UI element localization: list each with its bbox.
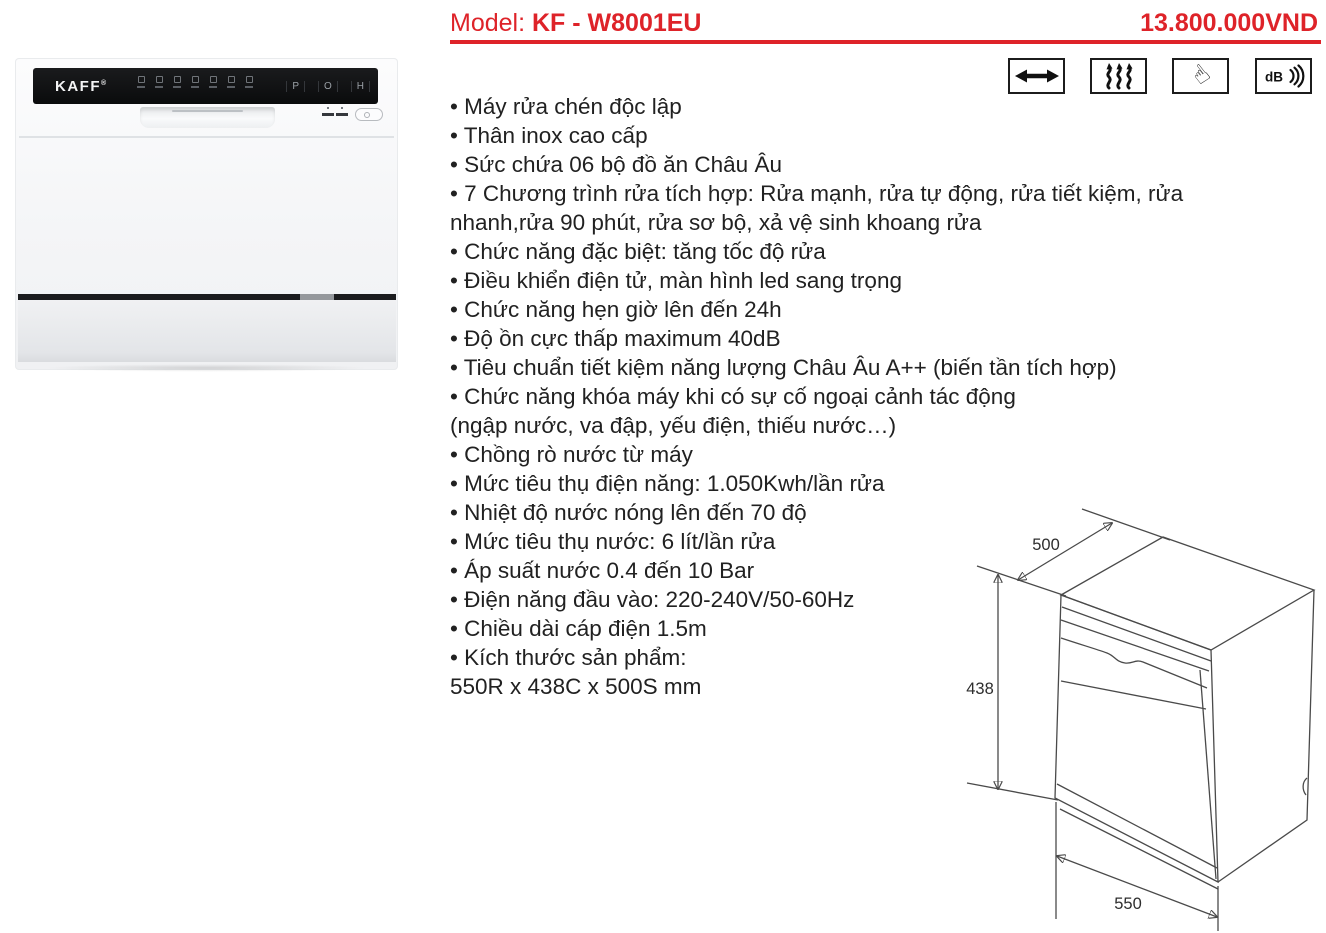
diagram-foot-notch — [1303, 778, 1307, 795]
model-title — [450, 9, 701, 38]
diagram-side-face — [1218, 590, 1314, 882]
model-label: Model: — [450, 9, 526, 37]
price: 13.800.000VND — [1140, 9, 1318, 37]
spec-line: • Chiều dài cáp điện 1.5m — [450, 616, 707, 641]
door-handle — [140, 107, 275, 128]
dimension-diagram — [930, 490, 1326, 933]
spec-line: • 7 Chương trình rửa tích hợp: Rửa mạnh, rửa tự động, rửa tiết kiệm, rửa — [450, 181, 1184, 206]
door-seam — [19, 136, 394, 138]
indicator-dash — [322, 113, 334, 116]
height-label: 438 — [966, 680, 994, 698]
program-icon — [155, 76, 163, 88]
spec-line: • Thân inox cao cấp — [450, 123, 648, 148]
spec-line: • Áp suất nước 0.4 đến 10 Bar — [450, 558, 755, 583]
brand-logo: KAFF® — [55, 78, 107, 95]
program-icon — [245, 76, 253, 88]
program-icon — [137, 76, 145, 88]
diagram-lid-line — [1062, 607, 1211, 661]
spec-line: • Máy rửa chén độc lập — [450, 94, 682, 119]
diagram-kick-line — [1057, 784, 1217, 868]
spec-line: • Sức chứa 06 bộ đồ ăn Châu Âu — [450, 152, 782, 177]
double-arrow-glyph — [1014, 65, 1060, 87]
touch-control-icon — [1172, 58, 1229, 94]
model-value: KF - W8001EU — [532, 9, 702, 37]
spec-line: • Tiêu chuẩn tiết kiệm năng lượng Châu Âu A++ (biến tần tích hợp) — [450, 355, 1117, 380]
pointing-hand-glyph: ☝ — [1185, 58, 1216, 91]
extension-line — [977, 566, 1066, 596]
extension-line — [1082, 509, 1170, 540]
spec-line: • Chức năng khóa máy khi có sự cố ngoại cảnh tác động — [450, 384, 1016, 409]
width-double-arrow-icon — [1008, 58, 1065, 94]
steam-heat-icon — [1090, 58, 1147, 94]
spec-line: • Điều khiển điện tử, màn hình led sang trọng — [450, 268, 902, 293]
spec-line: nhanh,rửa 90 phút, rửa sơ bộ, xả vệ sinh khoang rửa — [450, 210, 982, 235]
decibel-label: dB — [1264, 69, 1283, 85]
unit-shadow — [43, 364, 370, 372]
spec-line: (ngập nước, va đập, yếu điện, thiếu nước…) — [450, 413, 897, 438]
spec-line: • Mức tiêu thụ nước: 6 lít/lần rửa — [450, 529, 776, 554]
indicator-dash — [336, 113, 348, 116]
spec-line: • Chức năng đặc biệt: tăng tốc độ rửa — [450, 239, 826, 264]
panel-buttons — [286, 68, 370, 104]
indicator-dot — [341, 107, 343, 109]
spec-line: • Chồng rò nước từ máy — [450, 442, 693, 467]
program-icon — [227, 76, 235, 88]
spec-line: • Chức năng hẹn giờ lên đến 24h — [450, 297, 782, 322]
registered-mark: ® — [101, 80, 107, 87]
header-divider — [450, 40, 1321, 44]
program-icon — [209, 76, 217, 88]
spec-line: 550R x 438C x 500S mm — [450, 674, 702, 699]
diagram-front-face — [1055, 595, 1218, 882]
spec-line: • Nhiệt độ nước nóng lên đến 70 độ — [450, 500, 807, 525]
panel-button: H — [351, 81, 370, 92]
extension-line — [967, 783, 1058, 800]
diagram-band-line — [1061, 681, 1206, 709]
spec-line: • Độ ồn cực thấp maximum 40dB — [450, 326, 781, 351]
kick-panel — [18, 300, 396, 362]
control-panel — [33, 68, 378, 104]
program-icons — [137, 76, 253, 88]
decibel-icon — [1255, 58, 1312, 94]
decibel-glyph — [1263, 64, 1305, 88]
spec-line: • Mức tiêu thụ điện năng: 1.050Kwh/lần rửa — [450, 471, 885, 496]
panel-button: P — [286, 81, 305, 92]
depth-label: 500 — [1032, 536, 1060, 554]
diagram-door-edge — [1200, 670, 1216, 879]
spec-line: • Kích thước sản phẩm: — [450, 645, 687, 670]
program-icon — [191, 76, 199, 88]
panel-button: O — [318, 81, 338, 92]
power-button — [355, 108, 383, 121]
spec-line: • Điện năng đầu vào: 220-240V/50-60Hz — [450, 587, 855, 612]
dishwasher-photo — [15, 58, 398, 370]
program-icon — [173, 76, 181, 88]
power-button-dot — [364, 112, 370, 118]
indicator-dot — [327, 107, 329, 109]
steam-glyph — [1102, 63, 1136, 90]
diagram-floor-line — [1060, 809, 1218, 889]
width-label: 550 — [1114, 895, 1142, 913]
